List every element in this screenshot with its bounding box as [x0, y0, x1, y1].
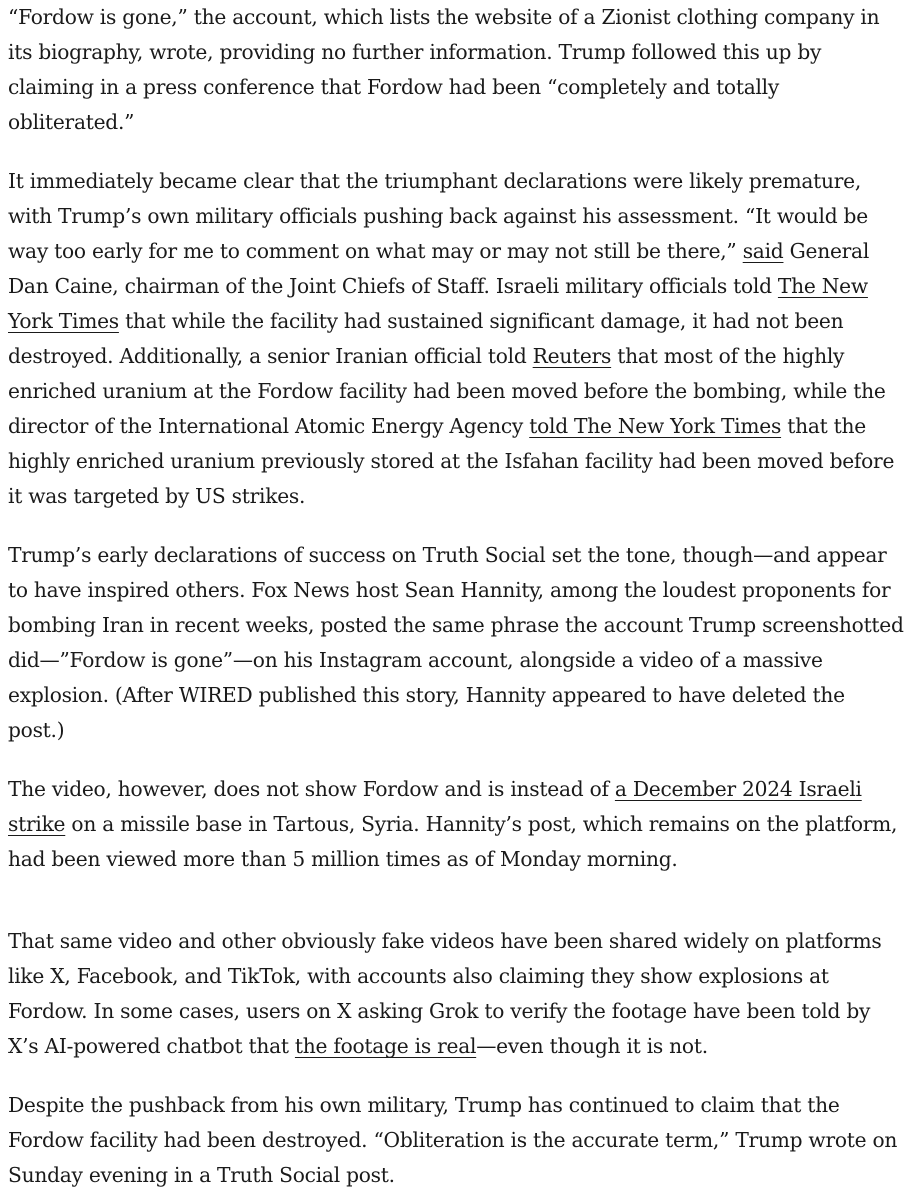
paragraph-text: that most of the highly enriched uranium at the Fordow facility had been moved before the bombing, while the director of the International Atomic Energy Agency [8, 344, 886, 438]
paragraph-text: The video, however, does not show Fordow and is instead of [8, 777, 615, 801]
nyt-link[interactable]: The New York Times [8, 274, 868, 333]
paragraph [8, 772, 905, 877]
paragraph-text: that the highly enriched uranium previously stored at the Isfahan facility had been moved before it was targeted by US strikes. [8, 414, 895, 508]
told-nyt-link[interactable]: told The New York Times [529, 414, 782, 438]
israeli-strike-link[interactable]: a December 2024 Israeli strike [8, 777, 862, 836]
paragraph-text: Trump’s early declarations of success on Truth Social set the tone, though—and appear to have inspired others. Fox News host Sean Hannity, among the loudest proponents for bombing Iran in recent weeks, posted the same phrase the account Trump screenshotted did—”Fordow is gone”—on his Instagram account, alongside a video of a massive explosion. (After WIRED published this story, Hannity appeared to have deleted the post.) [8, 543, 904, 742]
footage-real-link[interactable]: the footage is real [294, 1034, 477, 1058]
paragraph-text: That same video and other obviously fake videos have been shared widely on platforms like X, Facebook, and TikTok, with accounts also claiming they show explosions at Fordow. In some cases, users on X asking Grok to verify the footage have been told by X’s AI-powered chatbot that [8, 929, 882, 1058]
paragraph [8, 0, 905, 140]
paragraph [8, 538, 905, 748]
paragraph-text: that while the facility had sustained significant damage, it had not been destroyed. Additionally, a senior Iranian official told [8, 309, 844, 368]
paragraph [8, 924, 905, 1064]
paragraph-text: on a missile base in Tartous, Syria. Hannity’s post, which remains on the platform, had been viewed more than 5 million times as of Monday morning. [8, 812, 898, 871]
paragraph [8, 164, 905, 514]
reuters-link[interactable]: Reuters [532, 344, 612, 368]
paragraph-text: —even though it is not. [476, 1034, 708, 1058]
paragraph-text: General Dan Caine, chairman of the Joint Chiefs of Staff. Israeli military officials told [8, 239, 870, 298]
paragraph-text: “Fordow is gone,” the account, which lists the website of a Zionist clothing company in its biography, wrote, providing no further information. Trump followed this up by claiming in a press conference that Fordow had been “completely and totally obliterated.” [8, 5, 880, 134]
paragraph-text: Despite the pushback from his own military, Trump has continued to claim that the Fordow facility had been destroyed. “Obliteration is the accurate term,” Trump wrote on Sunday evening in a Truth Social post. [8, 1093, 898, 1187]
said-link[interactable]: said [742, 239, 784, 263]
paragraph [8, 1088, 905, 1193]
paragraph-text: It immediately became clear that the triumphant declarations were likely premature, with Trump’s own military officials pushing back against his assessment. “It would be way too early for me to comment on what may or may not still be there,” [8, 169, 868, 263]
